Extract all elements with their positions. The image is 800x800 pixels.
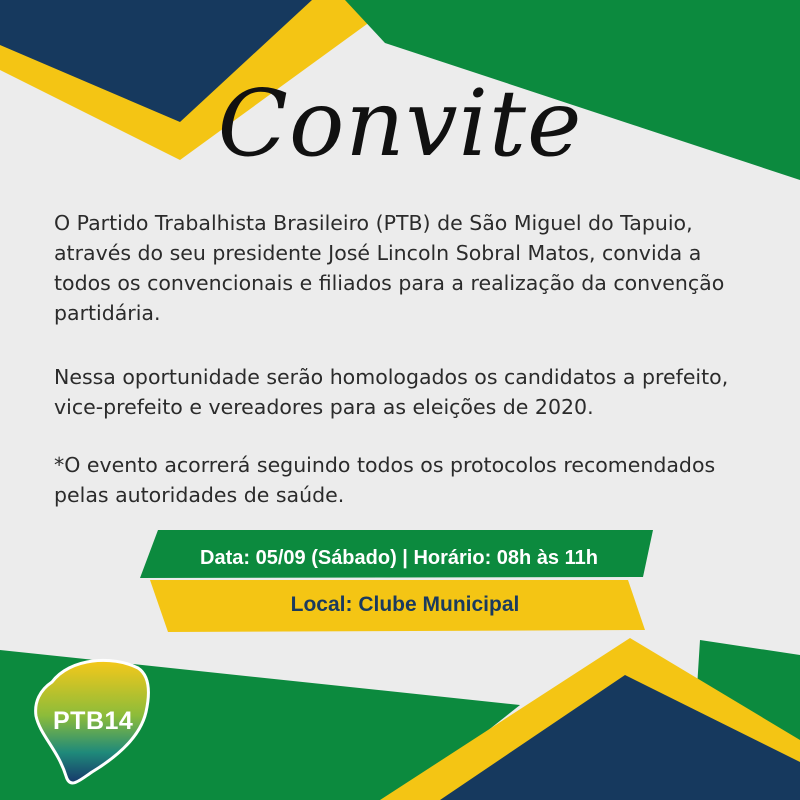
ptb-logo-label: PTB14 (53, 707, 134, 735)
location-banner: Local: Clube Municipal (290, 593, 520, 616)
date-time-banner: Data: 05/09 (Sábado) | Horário: 08h às 11h (200, 547, 598, 569)
invitation-title: Convite (217, 70, 583, 177)
invitation-paragraph-health-note: *O evento acorrerá seguindo todos os protocolos recomendados pelas autoridades de saúde. (54, 453, 716, 507)
invitation-paragraph-intro: O Partido Trabalhista Brasileiro (PTB) de São Miguel do Tapuio, através do seu presidente José Lincoln Sobral Matos, convida a todos os convencionais e filiados para a realização da convenção partidária. (54, 211, 725, 325)
invitation-paragraph-purpose: Nessa oportunidade serão homologados os candidatos a prefeito, vice-prefeito e vereadores para as eleições de 2020. (54, 365, 729, 419)
